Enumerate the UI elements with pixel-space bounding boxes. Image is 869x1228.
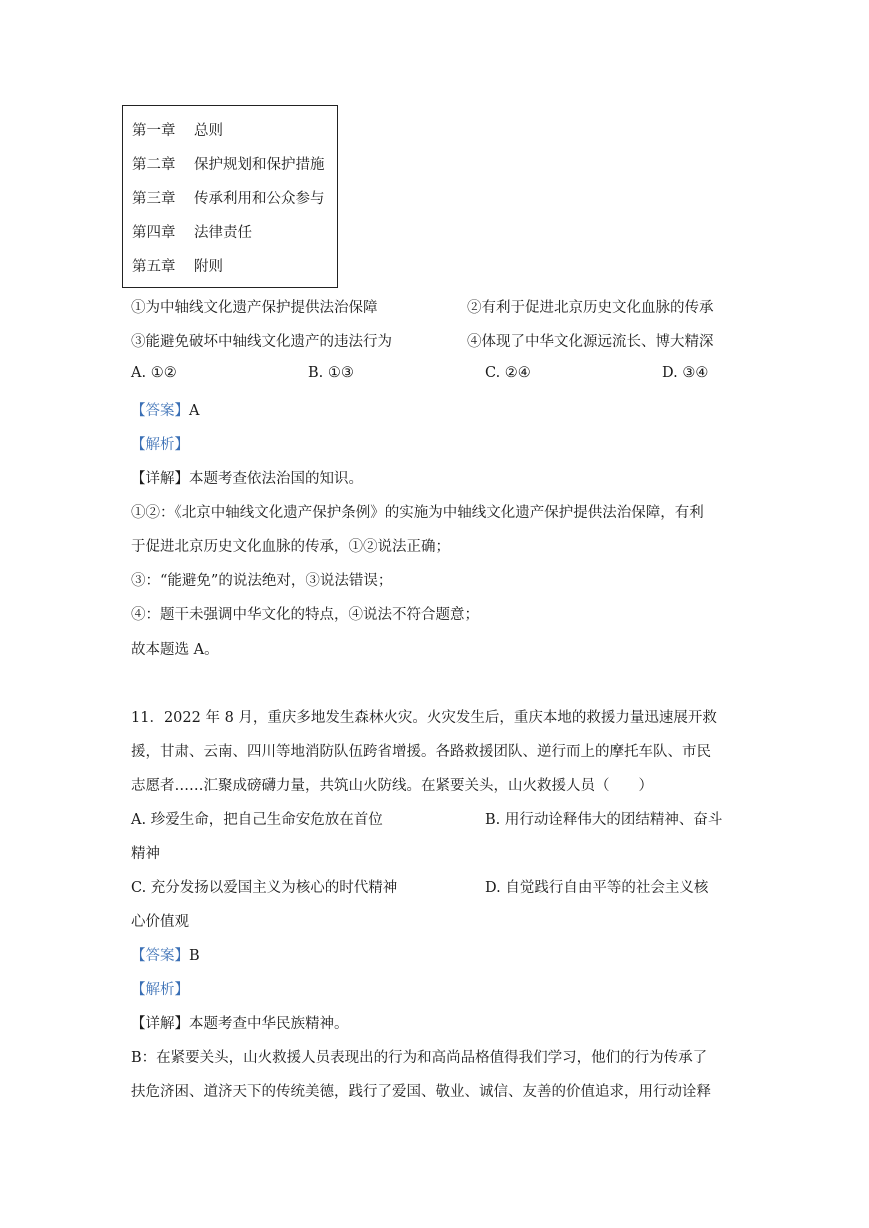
- detail-intro: 本题考查中华民族精神。: [189, 1016, 349, 1032]
- option-c: C. 充分发扬以爱国主义为核心的时代精神: [131, 880, 398, 896]
- question-11-stem: 援，甘肃、云南、四川等地消防队伍跨省增援。各路救援团队、逆行而上的摩托车队、市民: [131, 744, 711, 760]
- option-d: D. 自觉践行自由平等的社会主义核: [485, 880, 709, 896]
- option-d-continued: 心价值观: [131, 914, 189, 930]
- option-b: B. ①③: [308, 365, 354, 381]
- toc-chapter: 第三章: [132, 191, 176, 207]
- question-11-stem: 11．2022 年 8 月，重庆多地发生森林火灾。火灾发生后，重庆本地的救援力量迅速展开救: [131, 710, 717, 726]
- option-a: A. ①②: [131, 365, 177, 381]
- answer-value: B: [189, 948, 200, 964]
- detail-label: 【详解】: [131, 471, 189, 487]
- explanation-line: 于促进北京历史文化血脉的传承，①②说法正确；: [131, 539, 450, 555]
- option-a: A. 珍爱生命，把自己生命安危放在首位: [131, 812, 383, 828]
- statement-3: ③能避免破坏中轴线文化遗产的违法行为: [131, 334, 392, 350]
- analysis-label: 【解析】: [131, 982, 189, 998]
- explanation-line: ①②：《北京中轴线文化遗产保护条例》的实施为中轴线文化遗产保护提供法治保障，有利: [131, 505, 704, 521]
- detail-label: 【详解】: [131, 1016, 189, 1032]
- toc-title: 保护规划和保护措施: [194, 157, 325, 173]
- answer-line: [131, 399, 199, 420]
- detail-intro: 本题考查依法治国的知识。: [189, 471, 363, 487]
- toc-chapter: 第二章: [132, 157, 176, 173]
- toc-title: 法律责任: [194, 225, 252, 241]
- detail-line: [131, 467, 363, 488]
- toc-row: [132, 187, 325, 208]
- option-b-continued: 精神: [131, 846, 160, 862]
- detail-line: [131, 1012, 349, 1033]
- answer-line: [131, 944, 200, 965]
- toc-row: [132, 153, 325, 174]
- explanation-line: 扶危济困、道济天下的传统美德，践行了爱国、敬业、诚信、友善的价值追求，用行动诠释: [131, 1084, 711, 1100]
- explanation-line: ③：“能避免”的说法绝对，③说法错误；: [131, 573, 393, 589]
- toc-title: 总则: [194, 123, 223, 139]
- toc-chapter: 第五章: [132, 259, 176, 275]
- answer-value: A: [189, 403, 200, 419]
- statement-4: ④体现了中华文化源远流长、博大精深: [467, 334, 714, 350]
- question-11-stem: 志愿者……汇聚成磅礴力量，共筑山火防线。在紧要关头，山火救援人员（ ）: [131, 778, 653, 794]
- toc-row: [132, 221, 252, 242]
- toc-chapter: 第一章: [132, 123, 176, 139]
- option-d: D. ③④: [662, 365, 709, 381]
- chapter-outline-box: [122, 105, 338, 288]
- toc-row: [132, 255, 223, 276]
- analysis-label: 【解析】: [131, 437, 189, 453]
- option-b: B. 用行动诠释伟大的团结精神、奋斗: [485, 812, 723, 828]
- toc-chapter: 第四章: [132, 225, 176, 241]
- answer-label: 【答案】: [131, 403, 189, 419]
- toc-title: 附则: [194, 259, 223, 275]
- toc-title: 传承利用和公众参与: [194, 191, 325, 207]
- answer-label: 【答案】: [131, 948, 189, 964]
- toc-row: [132, 119, 223, 140]
- option-c: C. ②④: [485, 365, 531, 381]
- statement-2: ②有利于促进北京历史文化血脉的传承: [467, 300, 714, 316]
- statement-1: ①为中轴线文化遗产保护提供法治保障: [131, 300, 378, 316]
- explanation-line: ④：题干未强调中华文化的特点，④说法不符合题意；: [131, 607, 479, 623]
- explanation-line: B：在紧要关头，山火救援人员表现出的行为和高尚品格值得我们学习，他们的行为传承了: [131, 1050, 708, 1066]
- conclusion-line: 故本题选 A。: [131, 642, 219, 658]
